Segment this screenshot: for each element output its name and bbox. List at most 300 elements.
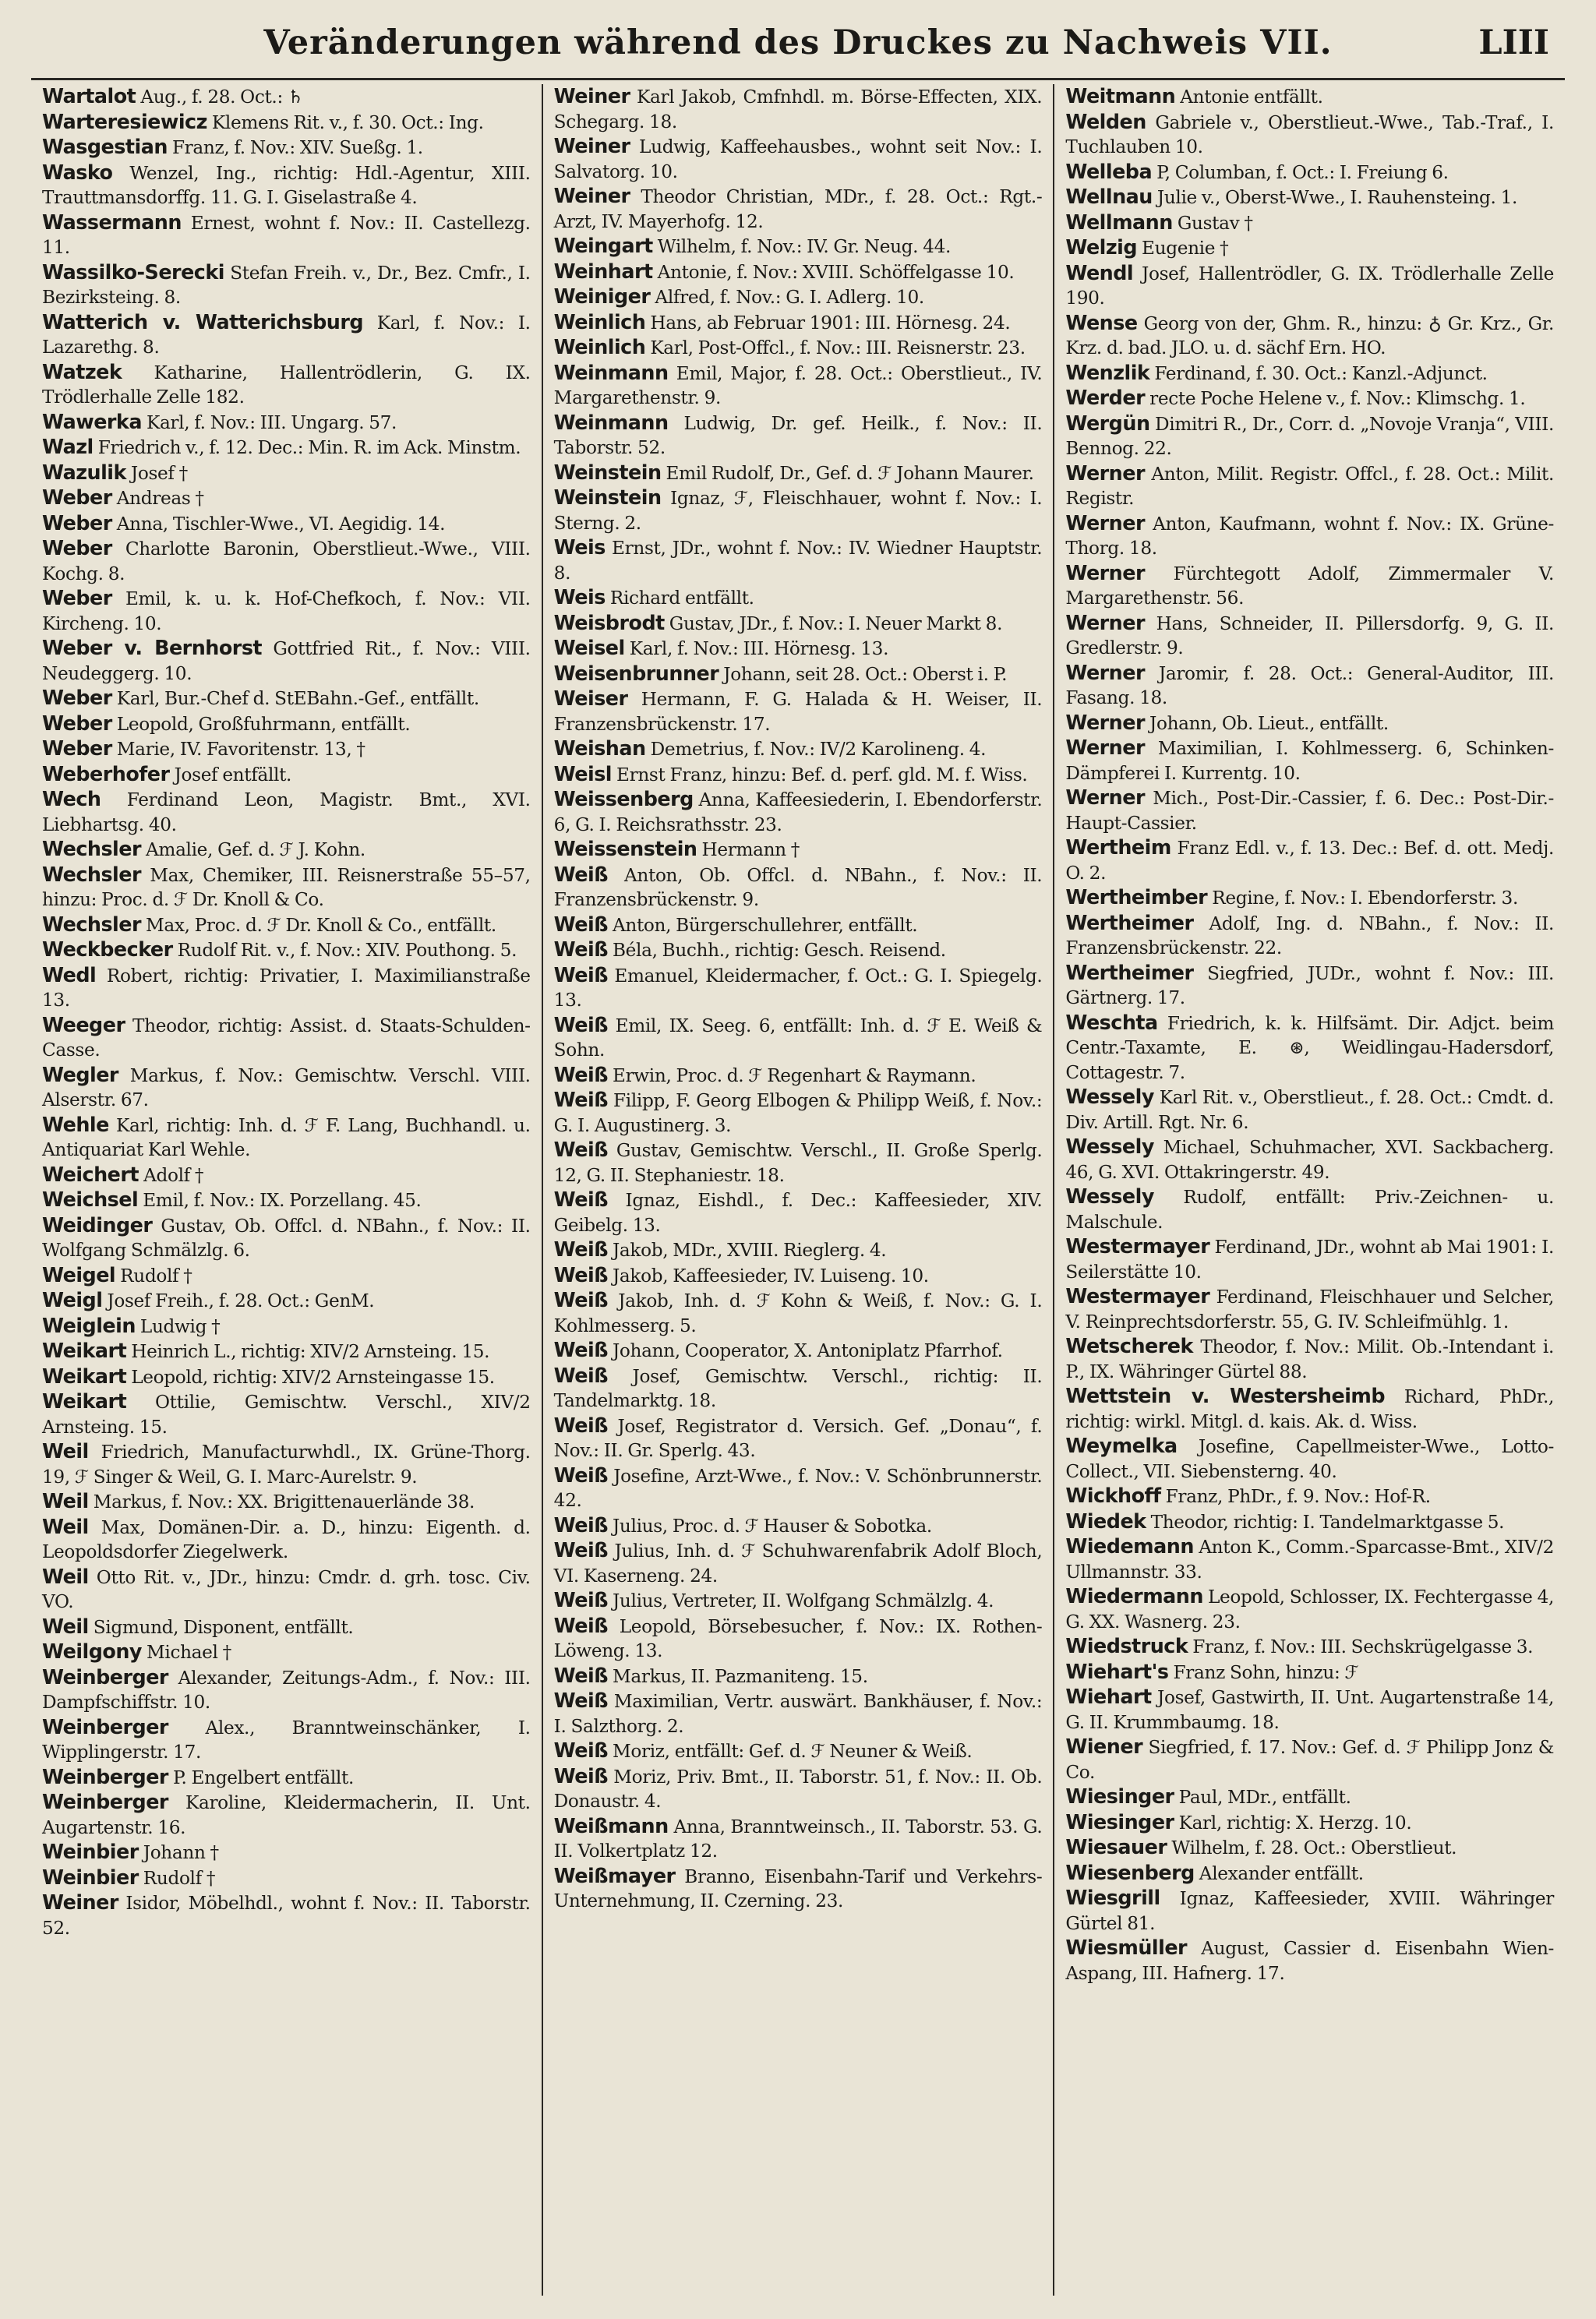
entry-name: Weissenberg: [553, 787, 694, 810]
entry-name: Werner: [1065, 610, 1146, 634]
entry-text: Siegfried, JUDr., wohnt f. Nov.: III. Gärtnerg. 17.: [1065, 962, 1555, 1008]
entry-text: Otto Rit. v., JDr., hinzu: Cmdr. d. grh. tosc. Civ. VO.: [42, 1566, 531, 1612]
entry-text: Hans, ab Februar 1901: III. Hörnesg. 24.: [645, 312, 1011, 334]
entry-text: Demetrius, f. Nov.: IV/2 Karolineng. 4.: [645, 739, 987, 760]
directory-entry: [542, 184, 1043, 234]
entry-text: Hans, Schneider, II. Pillersdorfg. 9, G. II. Gredlerstr. 9.: [1065, 612, 1555, 658]
directory-entry: [542, 84, 1043, 134]
entry-name: Weil: [42, 1439, 89, 1463]
entry-text: Rudolf †: [138, 1867, 216, 1889]
entry-name: Wessely: [1065, 1085, 1154, 1108]
entry-text: Siegfried, f. 17. Nov.: Gef. d. ℱ Philipp Jonz & Co.: [1065, 1737, 1555, 1783]
directory-entry: [542, 585, 1043, 611]
directory-entry: [542, 411, 1043, 461]
entry-name: Weiß: [553, 1463, 608, 1487]
entry-text: Josef, Gastwirth, II. Unt. Augartenstraße 14, G. II. Krummbaumg. 18.: [1065, 1687, 1555, 1733]
entry-name: Wetscherek: [1065, 1334, 1193, 1357]
entry-name: Weiß: [553, 1613, 608, 1637]
entry-text: August, Cassier d. Eisenbahn Wien-Aspang, III. Hafnerg. 17.: [1065, 1938, 1555, 1984]
directory-entry: [31, 1439, 531, 1489]
entry-name: Weikart: [42, 1339, 127, 1362]
entry-text: Karl, richtig: X. Herzg. 10.: [1174, 1812, 1412, 1834]
entry-name: Werder: [1065, 386, 1146, 409]
entry-text: Alexander entfällt.: [1194, 1862, 1364, 1884]
entry-name: Weidinger: [42, 1212, 153, 1237]
directory-entry: [31, 711, 531, 737]
entry-text: Alfred, f. Nov.: G. I. Adlerg. 10.: [650, 287, 924, 308]
entry-text: Heinrich L., richtig: XIV/2 Arnsteing. 15.: [126, 1341, 490, 1362]
entry-name: Weiß: [553, 1062, 608, 1086]
entry-name: Weiß: [553, 1538, 608, 1562]
entry-name: Weinmann: [553, 360, 669, 384]
entry-name: Weiß: [553, 1338, 608, 1361]
entry-name: Werner: [1065, 736, 1146, 759]
directory-entry: [542, 1063, 1043, 1089]
entry-text: Leopold, Börsebesucher, f. Nov.: IX. Rothen-Löweng. 13.: [553, 1615, 1043, 1661]
directory-entry: [1053, 785, 1554, 835]
entry-name: Weymelka: [1065, 1434, 1178, 1457]
entry-text: P. Engelbert entfällt.: [168, 1767, 354, 1788]
entry-name: Weishan: [553, 736, 646, 760]
entry-text: Josefine, Arzt-Wwe., f. Nov.: V. Schönbrunnerstr. 42.: [553, 1465, 1043, 1511]
entry-text: Karoline, Kleidermacherin, II. Unt. Augartenstr. 16.: [42, 1792, 531, 1838]
entry-name: Wazl: [42, 435, 94, 458]
directory-entry: [31, 1615, 531, 1640]
entry-name: Werner: [1065, 785, 1146, 809]
entry-name: Weber: [42, 510, 112, 535]
entry-text: Anna, Branntweinsch., II. Taborstr. 53. G. II. Volkertplatz 12.: [553, 1816, 1043, 1862]
entry-text: Markus, II. Pazmaniteng. 15.: [607, 1665, 868, 1687]
entry-name: Weber: [42, 711, 112, 735]
entry-text: Anton, Milit. Registr. Offcl., f. 28. Oct.: Milit. Registr.: [1065, 463, 1555, 509]
directory-entry: [31, 84, 531, 110]
directory-entry: [1053, 386, 1554, 411]
entry-name: Weinlich: [553, 309, 646, 334]
directory-entry: [31, 1715, 531, 1765]
entry-name: Weber: [42, 586, 112, 609]
entry-text: Hermann, F. G. Halada & H. Weiser, II. Franzensbrückenstr. 17.: [553, 689, 1043, 735]
directory-entry: [542, 1614, 1043, 1664]
directory-entry: [542, 912, 1043, 938]
directory-entry: [1053, 1284, 1554, 1334]
entry-text: Leopold, Schlosser, IX. Fechtergasse 4, G. XX. Wasnerg. 23.: [1065, 1587, 1555, 1632]
entry-text: Ignaz, Eishdl., f. Dec.: Kaffeesieder, XIV. Geibelg. 13.: [553, 1190, 1043, 1236]
entry-name: Weiß: [553, 1512, 608, 1537]
directory-entry: [31, 1314, 531, 1340]
entry-text: Julius, Inh. d. ℱ Schuhwarenfabrik Adolf Bloch, VI. Kaserneng. 24.: [553, 1541, 1043, 1587]
entry-name: Wiesgrill: [1065, 1886, 1160, 1909]
entry-text: Katharine, Hallentrödlerin, G. IX. Trödlerhalle Zelle 182.: [42, 362, 531, 408]
directory-entry: [1053, 185, 1554, 210]
directory-entry: [1053, 511, 1554, 561]
entry-text: Emanuel, Kleidermacher, f. Oct.: G. I. Spiegelg. 13.: [553, 965, 1043, 1011]
entry-text: Friedrich v., f. 12. Dec.: Min. R. im Ack. Minstm.: [93, 437, 521, 458]
directory-entry: [1053, 1886, 1554, 1936]
directory-entry: [542, 687, 1043, 736]
entry-text: Josef Freih., f. 28. Oct.: GenM.: [102, 1290, 375, 1311]
directory-entry: [1053, 1434, 1554, 1484]
entry-text: Karl, Post-Offcl., f. Nov.: III. Reisnerstr. 23.: [645, 337, 1026, 358]
entry-text: Franz Sohn, hinzu: ℱ: [1168, 1661, 1359, 1683]
entry-name: Wense: [1065, 310, 1138, 334]
entry-name: Weisl: [553, 761, 613, 785]
entry-text: Richard entfällt.: [605, 588, 754, 609]
entry-text: Rudolf, entfällt: Priv.-Zeichnen- u. Malschule.: [1065, 1187, 1555, 1233]
entry-text: Anna, Tischler-Wwe., VI. Aegidig. 14.: [111, 513, 446, 535]
directory-entry: [31, 1389, 531, 1439]
entry-name: Weisbrodt: [553, 610, 665, 634]
entry-text: Michael, Schuhmacher, XVI. Sackbacherg. 46, G. XVI. Ottakringerstr. 49.: [1065, 1137, 1555, 1183]
entry-name: Weil: [42, 1514, 89, 1538]
directory-entry: [542, 335, 1043, 361]
entry-text: Anton K., Comm.-Sparcasse-Bmt., XIV/2 Ullmannstr. 33.: [1065, 1537, 1555, 1583]
entry-name: Wiedemann: [1065, 1534, 1194, 1558]
entry-text: Ludwig †: [135, 1315, 221, 1337]
directory-entry: [542, 1188, 1043, 1237]
entry-text: Paul, MDr., entfällt.: [1174, 1787, 1351, 1808]
directory-entry: [1053, 1735, 1554, 1784]
directory-entry: [542, 1463, 1043, 1513]
directory-entry: [31, 360, 531, 410]
entry-name: Welleba: [1065, 159, 1153, 183]
directory-entry: [31, 1765, 531, 1791]
entry-text: Aug., f. 28. Oct.: ♄: [136, 86, 304, 108]
directory-entry: [542, 1689, 1043, 1738]
directory-entry: [542, 535, 1043, 585]
directory-entry: [1053, 1534, 1554, 1584]
entry-text: Jakob, Kaffeesieder, IV. Luiseng. 10.: [607, 1265, 929, 1287]
entry-name: Wertheimer: [1065, 910, 1194, 934]
directory-entry: [31, 963, 531, 1013]
directory-entry: [31, 410, 531, 436]
entry-text: Gabriele v., Oberstlieut.-Wwe., Tab.-Traf., I. Tuchlauben 10.: [1065, 111, 1555, 157]
directory-entry: [1053, 235, 1554, 261]
directory-entry: [542, 1237, 1043, 1263]
directory-entry: [1053, 736, 1554, 785]
entry-name: Weikart: [42, 1389, 127, 1413]
entry-name: Werner: [1065, 461, 1146, 485]
entry-name: Weitmann: [1065, 84, 1176, 108]
directory-entry: [1053, 961, 1554, 1011]
entry-name: Welzig: [1065, 235, 1138, 259]
entry-text: Ferdinand, f. 30. Oct.: Kanzl.-Adjunct.: [1149, 362, 1488, 384]
entry-text: Regine, f. Nov.: I. Ebendorferstr. 3.: [1207, 888, 1518, 909]
directory-entry: [31, 686, 531, 711]
entry-name: Wiesinger: [1065, 1784, 1174, 1808]
entry-text: Karl, f. Nov.: III. Ungarg. 57.: [141, 411, 397, 433]
directory-entry: [31, 1364, 531, 1390]
entry-text: Adolf †: [139, 1164, 204, 1186]
directory-entry: [31, 461, 531, 486]
directory-entry: [31, 1515, 531, 1565]
directory-entry: [542, 1513, 1043, 1539]
entry-text: Josef, Gemischtw. Verschl., richtig: II. Tandelmarktg. 18.: [553, 1365, 1043, 1411]
column-middle: [542, 84, 1054, 2296]
directory-entry: [31, 912, 531, 938]
entry-name: Weinberger: [42, 1764, 168, 1788]
entry-name: Werner: [1065, 660, 1146, 684]
entry-name: Weiß: [553, 1363, 608, 1387]
entry-text: recte Poche Helene v., f. Nov.: Klimschg. 1.: [1145, 388, 1526, 409]
entry-name: Weinberger: [42, 1664, 168, 1689]
directory-entry: [31, 1288, 531, 1314]
entry-name: Wessely: [1065, 1184, 1154, 1208]
entry-text: Franz, PhDr., f. 9. Nov.: Hof-R.: [1160, 1486, 1431, 1507]
entry-name: Watzek: [42, 359, 122, 383]
entry-text: Josefine, Capellmeister-Wwe., Lotto-Collect., VII. Siebensterng. 40.: [1065, 1436, 1555, 1482]
entry-text: Filipp, F. Georg Elbogen & Philipp Weiß, f. Nov.: G. I. Augustinerg. 3.: [553, 1090, 1043, 1136]
entry-text: Stefan Freih. v., Dr., Bez. Cmfr., I. Bezirksteing. 8.: [42, 262, 531, 308]
entry-text: Wenzel, Ing., richtig: Hdl.-Agentur, XIII. Trauttmansdorffg. 11. G. I. Giselastraße 4.: [42, 162, 531, 208]
directory-entry: [542, 1088, 1043, 1138]
entry-name: Weil: [42, 1614, 89, 1638]
directory-entry: [31, 210, 531, 260]
directory-entry: [542, 937, 1043, 963]
directory-entry: [542, 1364, 1043, 1414]
entry-name: Wehle: [42, 1112, 109, 1136]
entry-text: Julius, Vertreter, II. Wolfgang Schmälzlg. 4.: [607, 1590, 994, 1611]
directory-entry: [1053, 110, 1554, 160]
entry-text: Franz Edl. v., f. 13. Dec.: Bef. d. ott. Medj. O. 2.: [1065, 838, 1555, 884]
entry-name: Werner: [1065, 510, 1146, 535]
entry-text: Moriz, entfällt: Gef. d. ℱ Neuner & Weiß.: [607, 1741, 973, 1762]
entry-name: Weiß: [553, 1738, 608, 1762]
entry-text: Markus, f. Nov.: XX. Brigittenauerlände 38.: [88, 1491, 475, 1512]
directory-entry: [542, 1538, 1043, 1588]
entry-text: Wilhelm, f. 28. Oct.: Oberstlieut.: [1167, 1837, 1457, 1858]
directory-entry: [31, 863, 531, 912]
directory-entry: [542, 1263, 1043, 1289]
entry-text: Friedrich, Manufacturwhdl., IX. Grüne-Thorg. 19, ℱ Singer & Weil, G. I. Marc-Aurelstr. 9.: [42, 1442, 531, 1488]
entry-name: Weißmann: [553, 1813, 669, 1837]
entry-name: Weinberger: [42, 1790, 168, 1813]
directory-entry: [31, 1565, 531, 1615]
entry-name: Wechsler: [42, 912, 142, 936]
entry-name: Weiß: [553, 1413, 608, 1437]
text-columns: [31, 84, 1565, 2296]
entry-name: Wickhoff: [1065, 1484, 1161, 1507]
entry-name: Weiß: [553, 1288, 608, 1311]
entry-text: Friedrich, k. k. Hilfsämt. Dir. Adjct. beim Centr.-Taxamte, E. ⊛, Weidlingau-Hadersdorf, Cottagestr. 7.: [1065, 1012, 1555, 1083]
entry-name: Weißmayer: [553, 1863, 676, 1887]
entry-text: Richard, PhDr., richtig: wirkl. Mitgl. d. kais. Ak. d. Wiss.: [1065, 1386, 1555, 1432]
directory-entry: [1053, 885, 1554, 911]
entry-text: Wilhelm, f. Nov.: IV. Gr. Neug. 44.: [652, 236, 952, 257]
entry-text: Hermann †: [697, 839, 800, 860]
entry-text: Klemens Rit. v., f. 30. Oct.: Ing.: [207, 111, 484, 133]
entry-name: Weiß: [553, 1012, 608, 1036]
entry-text: Ernest, wohnt f. Nov.: II. Castellezg. 11.: [42, 212, 531, 258]
entry-text: Jakob, Inh. d. ℱ Kohn & Weiß, f. Nov.: G. I. Kohlmesserg. 5.: [553, 1290, 1043, 1336]
directory-entry: [542, 787, 1043, 837]
directory-entry: [1053, 561, 1554, 611]
directory-entry: [1053, 1784, 1554, 1810]
entry-text: Karl, Bur.-Chef d. StEBahn.-Gef., entfällt.: [111, 688, 479, 709]
directory-entry: [1053, 1660, 1554, 1685]
entry-name: Wiehart's: [1065, 1659, 1169, 1683]
entry-name: Weiß: [553, 1138, 608, 1161]
entry-text: Theodor, richtig: Assist. d. Staats-Schulden-Casse.: [42, 1015, 531, 1061]
entry-name: Weiner: [42, 1890, 118, 1914]
directory-entry: [1053, 1861, 1554, 1887]
entry-name: Wech: [42, 787, 101, 810]
entry-name: Wettstein v. Westersheimb: [1065, 1384, 1386, 1407]
entry-name: Weiß: [553, 1663, 608, 1687]
entry-name: Wiesinger: [1065, 1809, 1174, 1834]
entry-name: Weinbier: [42, 1840, 139, 1863]
entry-text: Gustav †: [1172, 212, 1253, 234]
directory-entry: [542, 259, 1043, 285]
entry-name: Weber: [42, 536, 112, 559]
directory-entry: [542, 1664, 1043, 1689]
directory-entry: [542, 1588, 1043, 1614]
directory-entry: [1053, 1484, 1554, 1509]
entry-text: Ferdinand, JDr., wohnt ab Mai 1901: I. Seilerstätte 10.: [1065, 1237, 1555, 1283]
entry-text: Rudolf Rit. v., f. Nov.: XIV. Pouthong. 5.: [172, 940, 517, 961]
directory-entry: [31, 1263, 531, 1289]
entry-text: Jaromir, f. 28. Oct.: General-Auditor, III. Fasang. 18.: [1065, 662, 1555, 708]
entry-name: Wiedermann: [1065, 1584, 1203, 1608]
directory-entry: [31, 1665, 531, 1715]
directory-entry: [542, 863, 1043, 912]
directory-entry: [542, 611, 1043, 637]
directory-entry: [31, 511, 531, 537]
directory-entry: [1053, 1835, 1554, 1861]
directory-entry: [31, 736, 531, 762]
entry-name: Wasgestian: [42, 135, 168, 158]
entry-name: Weiß: [553, 912, 608, 936]
directory-entry: [31, 1640, 531, 1665]
directory-entry: [542, 1138, 1043, 1188]
directory-entry: [1053, 1184, 1554, 1234]
directory-entry: [542, 1864, 1043, 1914]
entry-text: Ferdinand Leon, Magistr. Bmt., XVI. Liebhartsg. 40.: [42, 789, 531, 835]
entry-name: Weichert: [42, 1162, 139, 1186]
directory-entry: [31, 586, 531, 636]
entry-text: Theodor, richtig: I. Tandelmarktgasse 5.: [1146, 1511, 1505, 1533]
entry-name: Weil: [42, 1564, 89, 1588]
directory-entry: [542, 1013, 1043, 1063]
entry-text: Emil, IX. Seeg. 6, entfällt: Inh. d. ℱ E. Weiß & Sohn.: [553, 1015, 1043, 1061]
directory-entry: [542, 963, 1043, 1013]
entry-text: Theodor, f. Nov.: Milit. Ob.-Intendant i. P., IX. Währinger Gürtel 88.: [1065, 1336, 1555, 1382]
entry-name: Wellmann: [1065, 210, 1173, 234]
entry-name: Weigl: [42, 1288, 103, 1311]
entry-text: Julius, Proc. d. ℱ Hauser & Sobotka.: [607, 1515, 932, 1537]
entry-name: Weinstein: [553, 485, 662, 509]
entry-text: Branno, Eisenbahn-Tarif und Verkehrs-Unternehmung, II. Czerning. 23.: [553, 1865, 1043, 1911]
entry-text: Anton, Bürgerschullehrer, entfällt.: [607, 914, 918, 936]
directory-entry: [31, 135, 531, 161]
entry-name: Wechsler: [42, 862, 142, 886]
entry-name: Wasko: [42, 160, 113, 184]
entry-text: Fürchtegott Adolf, Zimmermaler V. Margarethenstr. 56.: [1065, 563, 1555, 609]
entry-name: Weingart: [553, 234, 653, 257]
entry-name: Weiß: [553, 1262, 608, 1287]
directory-entry: [542, 662, 1043, 687]
directory-entry: [1053, 1234, 1554, 1284]
entry-name: Wertheim: [1065, 835, 1171, 859]
directory-entry: [1053, 311, 1554, 361]
entry-name: Warteresiewicz: [42, 109, 207, 133]
entry-name: Weiner: [553, 184, 630, 207]
directory-entry: [31, 1890, 531, 1940]
entry-text: Andreas †: [111, 488, 204, 509]
entry-text: Amalie, Gef. d. ℱ J. Kohn.: [141, 839, 365, 860]
entry-name: Weissenstein: [553, 837, 697, 860]
entry-name: Weiß: [553, 1689, 608, 1712]
directory-entry: [31, 485, 531, 511]
entry-name: Weil: [42, 1489, 89, 1512]
directory-entry: [1053, 1384, 1554, 1434]
entry-name: Weber v. Bernhorst: [42, 636, 263, 659]
directory-entry: [1053, 411, 1554, 461]
entry-name: Weinbier: [42, 1865, 139, 1889]
entry-name: Weisel: [553, 636, 625, 659]
directory-entry: [542, 284, 1043, 310]
directory-entry: [31, 1063, 531, 1113]
directory-entry: [1053, 711, 1554, 736]
entry-name: Wiedek: [1065, 1509, 1146, 1533]
directory-entry: [1053, 1135, 1554, 1184]
directory-entry: [1053, 1011, 1554, 1085]
directory-entry: [542, 1288, 1043, 1338]
entry-text: Markus, f. Nov.: Gemischtw. Verschl. VIII. Alserstr. 67.: [42, 1064, 531, 1110]
entry-name: Weichsel: [42, 1188, 139, 1211]
directory-entry: [542, 1338, 1043, 1364]
directory-entry: [542, 837, 1043, 863]
entry-text: Rudolf †: [115, 1265, 192, 1287]
entry-name: Werner: [1065, 560, 1146, 584]
entry-text: Anton, Kaufmann, wohnt f. Nov.: IX. Grüne-Thorg. 18.: [1065, 513, 1555, 559]
directory-entry: [542, 134, 1043, 184]
entry-text: Moriz, Priv. Bmt., II. Taborstr. 51, f. Nov.: II. Ob. Donaustr. 4.: [553, 1766, 1043, 1812]
entry-text: Leopold, richtig: XIV/2 Arnsteingasse 15.: [126, 1366, 495, 1388]
entry-text: Georg von der, Ghm. R., hinzu: ♁ Gr. Krz., Gr. Krz. d. bad. JLO. u. d. sächf Ern. HO.: [1065, 312, 1555, 358]
entry-name: Weisenbrunner: [553, 661, 719, 685]
entry-name: Weiniger: [553, 284, 651, 308]
directory-entry: [1053, 911, 1554, 961]
entry-text: Michael †: [141, 1642, 231, 1663]
directory-entry: [1053, 1634, 1554, 1660]
entry-name: Wiener: [1065, 1735, 1143, 1758]
entry-name: Wiesmüller: [1065, 1936, 1188, 1959]
page-number: LIII: [1478, 23, 1549, 62]
entry-text: Josef entfällt.: [169, 764, 292, 785]
entry-text: Karl, richtig: Inh. d. ℱ F. Lang, Buchhandl. u. Antiquariat Karl Wehle.: [42, 1114, 531, 1160]
entry-text: Ignaz, Kaffeesieder, XVIII. Währinger Gürtel 81.: [1065, 1888, 1555, 1934]
column-right: [1053, 84, 1565, 2296]
entry-name: Wenzlik: [1065, 360, 1150, 384]
entry-text: Ludwig, Dr. gef. Heilk., f. Nov.: II. Taborstr. 52.: [553, 412, 1043, 458]
entry-text: Maximilian, Vertr. auswärt. Bankhäuser, f. Nov.: I. Salzthorg. 2.: [553, 1691, 1043, 1737]
entry-name: Weigel: [42, 1262, 116, 1287]
entry-text: Alex., Branntweinschänker, I. Wipplingerstr. 17.: [42, 1717, 531, 1763]
page-title: Veränderungen während des Druckes zu Nachweis VII.: [263, 23, 1333, 62]
entry-name: Weschta: [1065, 1010, 1158, 1034]
entry-text: Charlotte Baronin, Oberstlieut.-Wwe., VIII. Kochg. 8.: [42, 538, 531, 584]
entry-text: Max, Proc. d. ℱ Dr. Knoll & Co., entfällt.: [141, 914, 496, 936]
entry-text: Gottfried Rit., f. Nov.: VIII. Neudeggerg. 10.: [42, 638, 531, 684]
directory-entry: [31, 1790, 531, 1840]
entry-name: Wawerka: [42, 409, 142, 433]
entry-name: Werner: [1065, 710, 1146, 734]
directory-entry: [1053, 361, 1554, 386]
entry-text: Ernst Franz, hinzu: Bef. d. perf. gld. M. f. Wiss.: [612, 764, 1028, 785]
directory-entry: [31, 1489, 531, 1515]
directory-entry: [31, 636, 531, 686]
entry-text: Emil, Major, f. 28. Oct.: Oberstlieut., IV. Margarethenstr. 9.: [553, 362, 1043, 408]
